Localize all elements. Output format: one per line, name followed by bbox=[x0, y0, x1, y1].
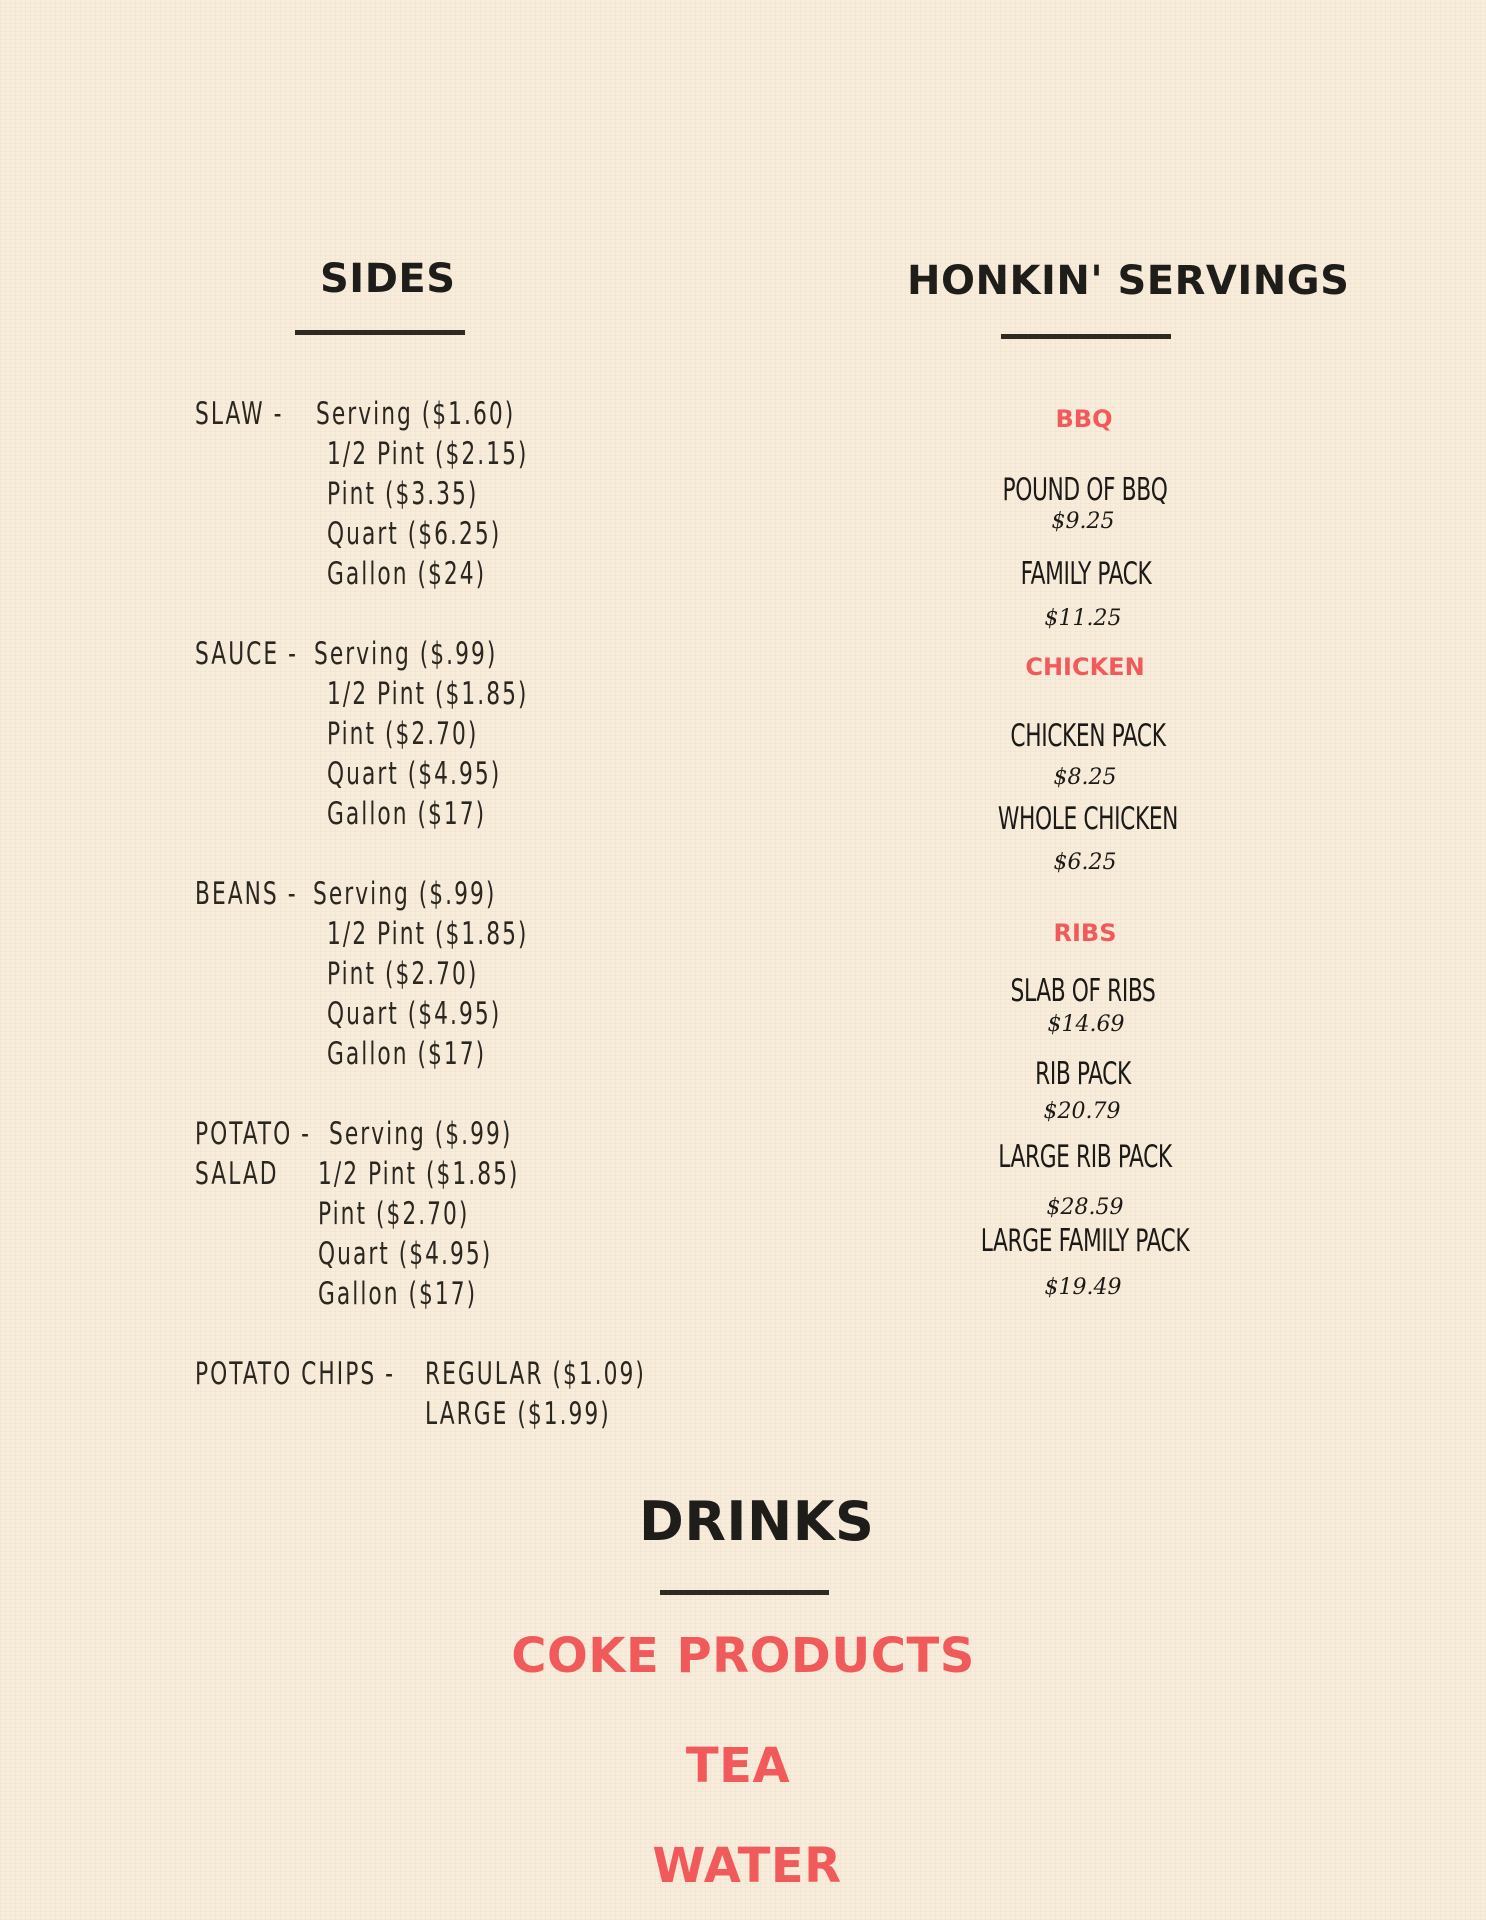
category-chicken: CHICKEN bbox=[1025, 653, 1145, 681]
menu-item-price: $9.25 bbox=[1051, 509, 1115, 534]
side-name-slaw: SLAW - bbox=[195, 396, 284, 432]
menu-item-name: LARGE RIB PACK bbox=[998, 1139, 1172, 1175]
drinks-title-underline bbox=[660, 1590, 829, 1595]
slaw-price-line: Gallon ($24) bbox=[327, 556, 487, 592]
menu-item-price: $8.25 bbox=[1053, 765, 1117, 790]
potato-salad-price-line: Gallon ($17) bbox=[318, 1276, 478, 1312]
potato-salad-price-line: Quart ($4.95) bbox=[318, 1236, 493, 1272]
drink-item: WATER bbox=[652, 1838, 842, 1894]
drinks-title: DRINKS bbox=[639, 1490, 875, 1553]
menu-item-price: $6.25 bbox=[1053, 850, 1117, 875]
potato-chips-price-line: REGULAR ($1.09) bbox=[425, 1356, 646, 1392]
category-bbq: BBQ bbox=[1055, 405, 1113, 433]
side-name-potato-salad-2: SALAD bbox=[195, 1156, 279, 1192]
slaw-price-line: Pint ($3.35) bbox=[327, 476, 479, 512]
slaw-price-line: Quart ($6.25) bbox=[327, 516, 502, 552]
beans-price-line: 1/2 Pint ($1.85) bbox=[327, 916, 529, 952]
sauce-price-line: Gallon ($17) bbox=[327, 796, 487, 832]
sauce-price-line: Serving ($.99) bbox=[314, 636, 498, 672]
category-ribs: RIBS bbox=[1053, 919, 1117, 947]
servings-title: HONKIN' SERVINGS bbox=[907, 258, 1350, 304]
beans-price-line: Serving ($.99) bbox=[313, 876, 497, 912]
menu-item-name: RIB PACK bbox=[1035, 1056, 1131, 1092]
beans-price-line: Gallon ($17) bbox=[327, 1036, 487, 1072]
menu-item-price: $19.49 bbox=[1044, 1275, 1122, 1300]
beans-price-line: Quart ($4.95) bbox=[327, 996, 502, 1032]
side-name-potato-salad: POTATO - bbox=[195, 1116, 312, 1152]
menu-item-price: $28.59 bbox=[1046, 1195, 1124, 1220]
menu-item-name: FAMILY PACK bbox=[1020, 556, 1152, 592]
slaw-price-line: 1/2 Pint ($2.15) bbox=[327, 436, 529, 472]
sides-title: SIDES bbox=[320, 256, 456, 302]
potato-salad-price-line: 1/2 Pint ($1.85) bbox=[318, 1156, 520, 1192]
potato-salad-price-line: Serving ($.99) bbox=[329, 1116, 513, 1152]
sauce-price-line: Pint ($2.70) bbox=[327, 716, 479, 752]
menu-item-name: CHICKEN PACK bbox=[1010, 718, 1166, 754]
side-name-beans: BEANS - bbox=[195, 876, 298, 912]
slaw-price-line: Serving ($1.60) bbox=[316, 396, 516, 432]
menu-item-price: $11.25 bbox=[1044, 606, 1122, 631]
menu-item-name: WHOLE CHICKEN bbox=[997, 801, 1179, 837]
side-name-sauce: SAUCE - bbox=[195, 636, 298, 672]
sauce-price-line: Quart ($4.95) bbox=[327, 756, 502, 792]
sides-title-underline bbox=[295, 330, 465, 335]
menu-item-price: $14.69 bbox=[1047, 1012, 1125, 1037]
drink-item: TEA bbox=[685, 1738, 791, 1794]
menu-item-name: POUND OF BBQ bbox=[1002, 472, 1168, 508]
drink-item: COKE PRODUCTS bbox=[511, 1628, 975, 1684]
menu-item-price: $20.79 bbox=[1043, 1099, 1121, 1124]
beans-price-line: Pint ($2.70) bbox=[327, 956, 479, 992]
servings-title-underline bbox=[1001, 334, 1171, 339]
sauce-price-line: 1/2 Pint ($1.85) bbox=[327, 676, 529, 712]
side-name-potato-chips: POTATO CHIPS - bbox=[195, 1356, 396, 1392]
menu-item-name: SLAB OF RIBS bbox=[1010, 973, 1156, 1009]
potato-salad-price-line: Pint ($2.70) bbox=[318, 1196, 470, 1232]
menu-item-name: LARGE FAMILY PACK bbox=[980, 1223, 1190, 1259]
potato-chips-price-line: LARGE ($1.99) bbox=[425, 1396, 611, 1432]
